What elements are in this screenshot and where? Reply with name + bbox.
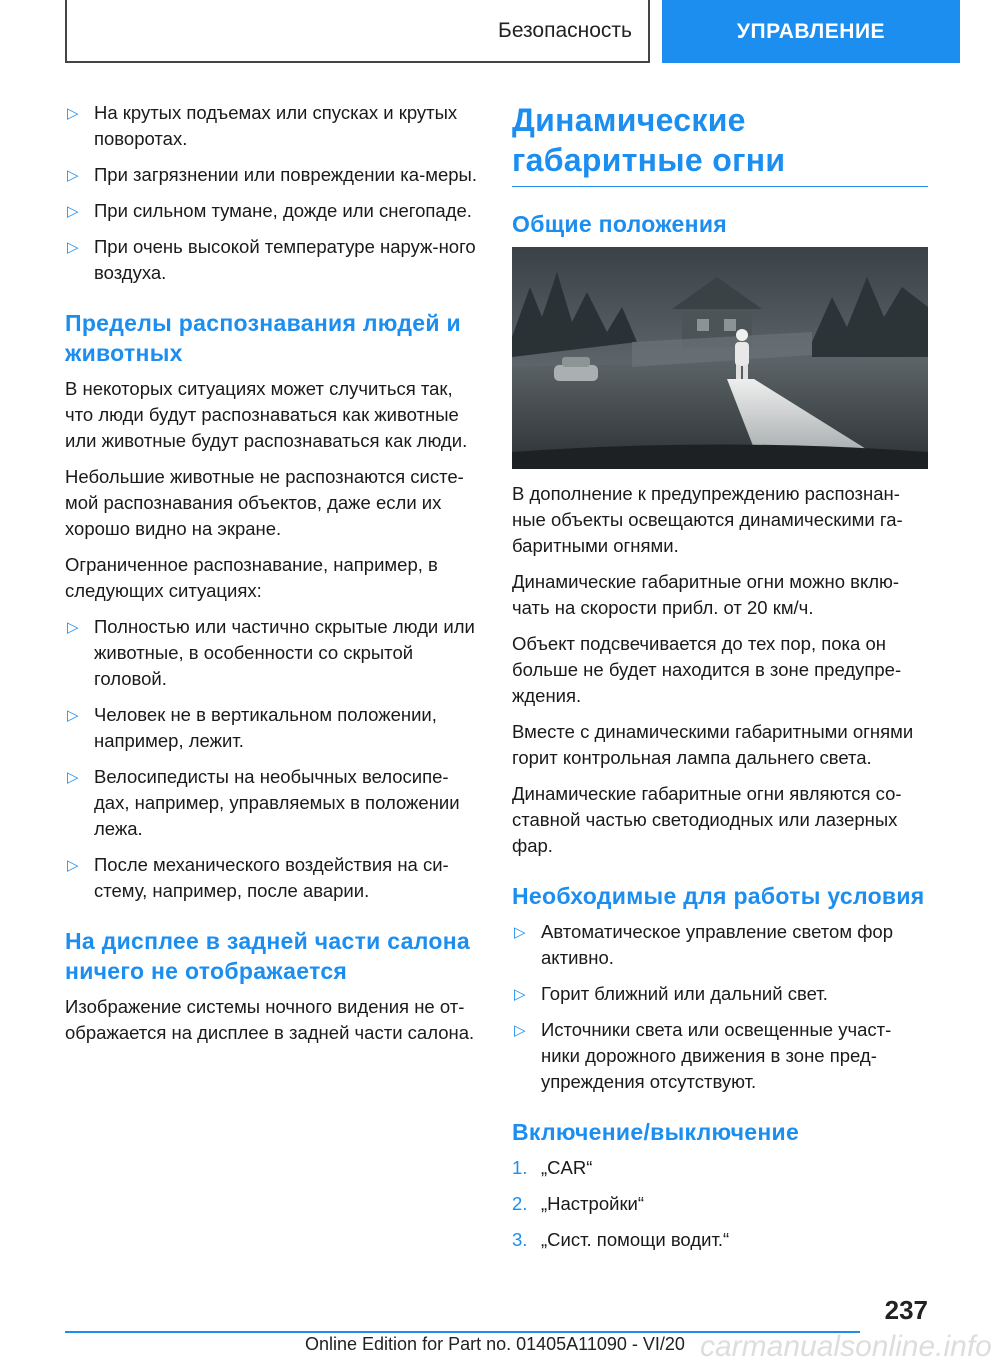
step-item (512, 1191, 928, 1217)
step-number: 2. (512, 1193, 528, 1214)
list-item: ▷ При очень высокой температуре наруж-ного воздуха. (67, 236, 476, 283)
night-road-illustration (512, 247, 928, 469)
right-column (512, 100, 928, 1263)
section-tab (65, 0, 650, 63)
step-number: 3. (512, 1229, 528, 1250)
chapter-tab-label: УПРАВЛЕНИЕ (736, 19, 886, 43)
paragraph: Ограниченное распознавание, например, в следующих ситуациях: (65, 554, 438, 601)
triangle-bullet-icon: ▷ (67, 105, 79, 122)
paragraph: Вместе с динамическими габаритными огнями горит контрольная лампа дальнего света. (512, 721, 914, 768)
step-number: 1. (512, 1157, 528, 1178)
triangle-bullet-icon: ▷ (67, 707, 79, 724)
triangle-bullet-icon: ▷ (67, 769, 79, 786)
paragraph: Объект подсвечивается до тех пор, пока он больше не будет находится в зоне предупре-ждения. (512, 633, 902, 706)
list-item: ▷ Горит ближний или дальний свет. (512, 981, 928, 1007)
heading-general: Общие положения (512, 211, 727, 237)
watermark: carmanualsonline.info (700, 1330, 992, 1363)
triangle-bullet-icon: ▷ (67, 203, 79, 220)
list-item: ▷ При сильном тумане, дожде или снегопаде. (65, 198, 480, 224)
triangle-bullet-icon: ▷ (67, 619, 79, 636)
triangle-bullet-icon: ▷ (67, 239, 79, 256)
list-item: ▷ На крутых подъемах или спусках и крутых поворотах. (67, 102, 458, 149)
triangle-bullet-icon: ▷ (514, 986, 526, 1003)
list-item: ▷ Автоматическое управление светом фор активно. (514, 921, 893, 968)
triangle-bullet-icon: ▷ (514, 1022, 526, 1039)
paragraph: Динамические габаритные огни можно вклю-чать на скорости прибл. от 20 км/ч. (512, 571, 900, 618)
paragraph: Изображение системы ночного видения не от-ображается на дисплее в задней части салона. (65, 996, 475, 1043)
step-item (512, 1227, 928, 1253)
heading-dynamic-lights: Динамические габаритные огни (512, 100, 928, 187)
footer-edition: Online Edition for Part no. 01405A11090 - VI/20 (305, 1334, 685, 1354)
chapter-tab (662, 0, 960, 63)
paragraph: Динамические габаритные огни являются со-ставной частью светодиодных или лазерных фар. (512, 783, 902, 856)
triangle-bullet-icon: ▷ (67, 857, 79, 874)
paragraph: В некоторых ситуациях может случиться так, что люди будут распознаваться как животные или животные будут распознаваться как люди. (65, 378, 468, 451)
list-item: ▷ Источники света или освещенные участ-ники дорожного движения в зоне пред-упреждения отсутствуют. (514, 1019, 892, 1092)
list-item: ▷ Велосипедисты на необычных велосипе-дах, например, управляемых в положении лежа. (67, 766, 460, 839)
heading-conditions: Необходимые для работы условия (512, 883, 925, 909)
triangle-bullet-icon: ▷ (514, 924, 526, 941)
heading-on-off: Включение/выключение (512, 1119, 800, 1145)
heading-rear-display: На дисплее в задней части салона ничего не отображается (65, 928, 470, 984)
step-text: „Сист. помощи водит.“ (541, 1229, 730, 1250)
heading-recognition-limits: Пределы распознавания людей и животных (65, 310, 461, 366)
step-item (512, 1155, 928, 1181)
list-item: ▷ Человек не в вертикальном положении, например, лежит. (67, 704, 437, 751)
paragraph: В дополнение к предупреждению распознан-ные объекты освещаются динамическими га-баритными огнями. (512, 483, 903, 556)
step-text: „Настройки“ (541, 1193, 645, 1214)
triangle-bullet-icon: ▷ (67, 167, 79, 184)
paragraph: Небольшие животные не распознаются систе-мой распознавания объектов, даже если их хорошо видно на экране. (65, 466, 464, 539)
header-tabs (65, 0, 960, 63)
section-tab-label: Безопасность (498, 18, 632, 42)
list-item: ▷ При загрязнении или повреждении ка-меры. (65, 162, 480, 188)
step-text: „CAR“ (541, 1157, 593, 1178)
page-number: 237 (884, 1295, 928, 1325)
list-item: ▷ После механического воздействия на си-стему, например, после аварии. (67, 854, 449, 901)
left-column (65, 100, 480, 1056)
list-item: ▷ Полностью или частично скрытые люди или животные, в особенности со скрытой головой. (67, 616, 475, 689)
